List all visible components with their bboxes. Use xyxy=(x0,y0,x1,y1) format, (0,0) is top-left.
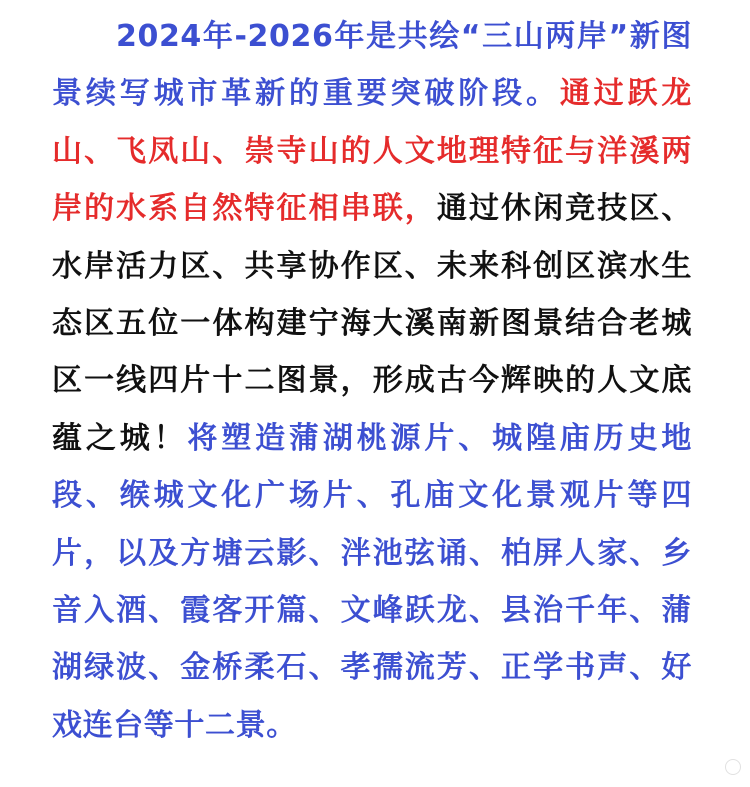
paragraph-body-black: 通过休闲竞技区、水岸活力区、共享协作区、未来科创区滨水生态区五位一体构建宁海大溪南新图景结合老城区一线四片十二图景，形成古今辉映的人文底蕴之城！ xyxy=(52,191,692,456)
watermark-logo-icon xyxy=(725,759,741,775)
watermark xyxy=(725,759,744,775)
paragraph-intro-blue: 2024年-2026年是共绘“三山两岸”新图景续写城市革新的重要突破阶段。 xyxy=(52,19,692,112)
article-paragraph xyxy=(52,8,692,754)
paragraph-scenes-blue: 将塑造蒲湖桃源片、城隍庙历史地段、缑城文化广场片、孔庙文化景观片等四片，以及方塘云影、泮池弦诵、柏屏人家、乡音入酒、霞客开篇、文峰跃龙、县治千年、蒲湖绿波、金桥柔石、孝孺流芳、正学书声、好戏连台等十二景。 xyxy=(52,420,692,743)
paragraph-highlight-red: 通过跃龙山、飞凤山、崇寺山的人文地理特征与洋溪两岸的水系自然特征相串联， xyxy=(52,76,692,227)
